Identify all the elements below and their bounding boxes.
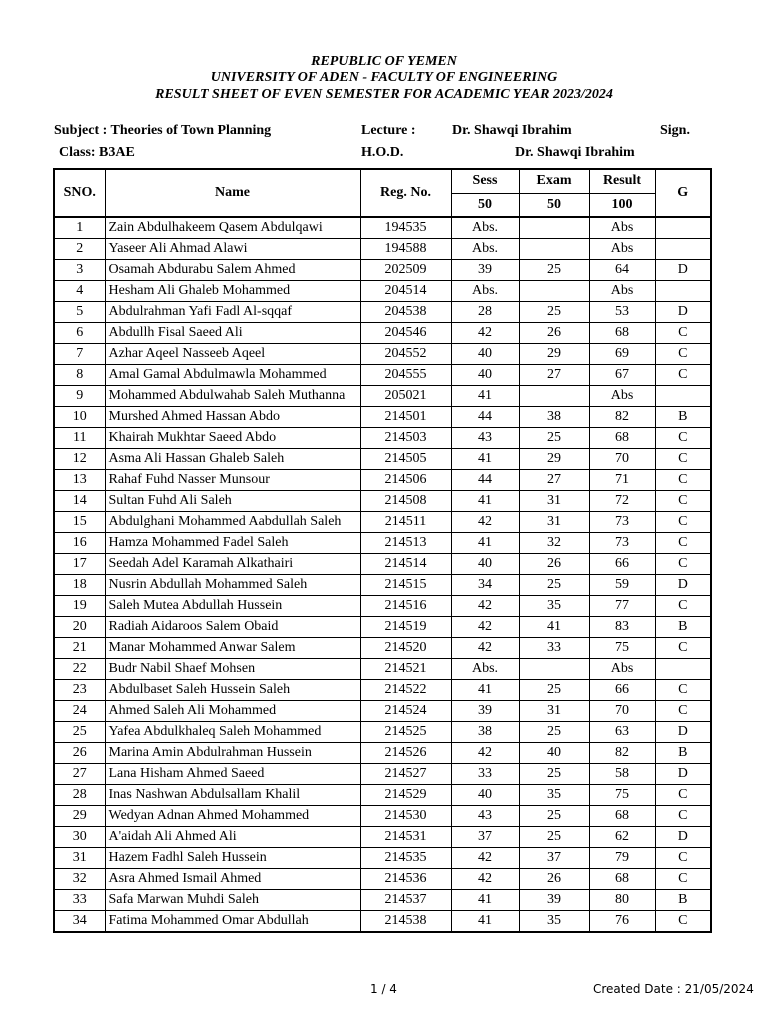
- col-exam-max: 50: [519, 193, 589, 217]
- results-table: [53, 168, 712, 933]
- cell-sess: 34: [451, 575, 519, 596]
- lecturer-name: Dr. Shawqi Ibrahim: [452, 123, 572, 138]
- cell-reg: 214514: [360, 554, 451, 575]
- cell-grade: C: [655, 449, 711, 470]
- cell-grade: C: [655, 533, 711, 554]
- cell-sess: 40: [451, 365, 519, 386]
- cell-sess: 42: [451, 617, 519, 638]
- cell-reg: 214516: [360, 596, 451, 617]
- cell-reg: 204552: [360, 344, 451, 365]
- cell-sno: 4: [54, 281, 105, 302]
- cell-sno: 25: [54, 722, 105, 743]
- cell-name: Rahaf Fuhd Nasser Munsour: [105, 470, 360, 491]
- table-row: [54, 701, 711, 722]
- cell-grade: C: [655, 512, 711, 533]
- cell-reg: 214505: [360, 449, 451, 470]
- cell-sess: 41: [451, 680, 519, 701]
- cell-exam: [519, 239, 589, 260]
- cell-grade: C: [655, 428, 711, 449]
- cell-grade: [655, 659, 711, 680]
- cell-grade: [655, 239, 711, 260]
- cell-name: Zain Abdulhakeem Qasem Abdulqawi: [105, 217, 360, 239]
- cell-exam: 38: [519, 407, 589, 428]
- cell-sess: 33: [451, 764, 519, 785]
- cell-sno: 11: [54, 428, 105, 449]
- cell-reg: 214506: [360, 470, 451, 491]
- cell-sno: 21: [54, 638, 105, 659]
- cell-name: Abdullh Fisal Saeed Ali: [105, 323, 360, 344]
- cell-grade: B: [655, 743, 711, 764]
- cell-exam: 25: [519, 722, 589, 743]
- col-name-header: Name: [105, 169, 360, 217]
- table-row: [54, 554, 711, 575]
- cell-name: Abdulghani Mohammed Aabdullah Saleh: [105, 512, 360, 533]
- cell-result: 58: [589, 764, 655, 785]
- cell-result: 73: [589, 533, 655, 554]
- cell-exam: 26: [519, 554, 589, 575]
- cell-exam: 31: [519, 491, 589, 512]
- cell-reg: 214537: [360, 890, 451, 911]
- cell-grade: C: [655, 470, 711, 491]
- cell-sno: 29: [54, 806, 105, 827]
- cell-reg: 214536: [360, 869, 451, 890]
- cell-result: 82: [589, 407, 655, 428]
- cell-sno: 33: [54, 890, 105, 911]
- cell-sess: 39: [451, 260, 519, 281]
- cell-result: Abs: [589, 659, 655, 680]
- table-row: [54, 470, 711, 491]
- cell-name: Fatima Mohammed Omar Abdullah: [105, 911, 360, 933]
- cell-reg: 214531: [360, 827, 451, 848]
- cell-result: 77: [589, 596, 655, 617]
- cell-name: Budr Nabil Shaef Mohsen: [105, 659, 360, 680]
- table-row: [54, 911, 711, 933]
- cell-sess: 41: [451, 911, 519, 933]
- table-row: [54, 638, 711, 659]
- cell-sno: 31: [54, 848, 105, 869]
- cell-result: 59: [589, 575, 655, 596]
- cell-name: Hamza Mohammed Fadel Saleh: [105, 533, 360, 554]
- cell-name: Marina Amin Abdulrahman Hussein: [105, 743, 360, 764]
- cell-reg: 214522: [360, 680, 451, 701]
- cell-name: Hesham Ali Ghaleb Mohammed: [105, 281, 360, 302]
- cell-sess: 42: [451, 869, 519, 890]
- cell-grade: C: [655, 680, 711, 701]
- subject-label: Subject : Theories of Town Planning: [54, 123, 272, 138]
- cell-exam: 25: [519, 302, 589, 323]
- cell-reg: 214508: [360, 491, 451, 512]
- cell-reg: 214513: [360, 533, 451, 554]
- cell-grade: [655, 217, 711, 239]
- cell-sess: Abs.: [451, 217, 519, 239]
- cell-sno: 20: [54, 617, 105, 638]
- cell-sess: 41: [451, 386, 519, 407]
- table-row: [54, 680, 711, 701]
- table-header: [54, 169, 711, 217]
- cell-result: 66: [589, 680, 655, 701]
- cell-result: 68: [589, 323, 655, 344]
- table-row: [54, 365, 711, 386]
- cell-name: Sultan Fuhd Ali Saleh: [105, 491, 360, 512]
- col-sess-max: 50: [451, 193, 519, 217]
- class-label: Class: B3AE: [59, 145, 135, 160]
- cell-exam: 29: [519, 344, 589, 365]
- table-row: [54, 428, 711, 449]
- cell-sno: 8: [54, 365, 105, 386]
- cell-name: Osamah Abdurabu Salem Ahmed: [105, 260, 360, 281]
- cell-grade: B: [655, 890, 711, 911]
- cell-sno: 10: [54, 407, 105, 428]
- lecture-label: Lecture :: [361, 123, 416, 138]
- cell-sno: 32: [54, 869, 105, 890]
- table-row: [54, 575, 711, 596]
- cell-name: Yaseer Ali Ahmad Alawi: [105, 239, 360, 260]
- cell-grade: C: [655, 869, 711, 890]
- cell-reg: 204546: [360, 323, 451, 344]
- cell-reg: 214503: [360, 428, 451, 449]
- header-sheet-title: RESULT SHEET OF EVEN SEMESTER FOR ACADEMIC YEAR 2023/2024: [155, 87, 613, 102]
- cell-sno: 18: [54, 575, 105, 596]
- cell-sno: 1: [54, 217, 105, 239]
- table-row: [54, 323, 711, 344]
- cell-exam: 32: [519, 533, 589, 554]
- table-row: [54, 407, 711, 428]
- cell-name: Yafea Abdulkhaleq Saleh Mohammed: [105, 722, 360, 743]
- col-sno-header: SNO.: [54, 169, 105, 217]
- cell-name: Inas Nashwan Abdulsallam Khalil: [105, 785, 360, 806]
- cell-sno: 34: [54, 911, 105, 933]
- cell-reg: 214524: [360, 701, 451, 722]
- cell-exam: [519, 217, 589, 239]
- table-row: [54, 785, 711, 806]
- cell-reg: 204514: [360, 281, 451, 302]
- cell-grade: D: [655, 827, 711, 848]
- table-row: [54, 302, 711, 323]
- cell-name: Radiah Aidaroos Salem Obaid: [105, 617, 360, 638]
- cell-exam: 25: [519, 575, 589, 596]
- cell-sess: 42: [451, 743, 519, 764]
- cell-result: 68: [589, 806, 655, 827]
- table-row: [54, 260, 711, 281]
- cell-exam: 27: [519, 470, 589, 491]
- cell-exam: 25: [519, 827, 589, 848]
- cell-exam: 25: [519, 764, 589, 785]
- created-date: Created Date : 21/05/2024: [593, 982, 754, 996]
- cell-name: Abdulbaset Saleh Hussein Saleh: [105, 680, 360, 701]
- cell-reg: 214520: [360, 638, 451, 659]
- cell-grade: D: [655, 722, 711, 743]
- cell-result: 79: [589, 848, 655, 869]
- cell-sno: 3: [54, 260, 105, 281]
- cell-name: Nusrin Abdullah Mohammed Saleh: [105, 575, 360, 596]
- cell-grade: C: [655, 638, 711, 659]
- cell-reg: 214526: [360, 743, 451, 764]
- cell-result: 64: [589, 260, 655, 281]
- table-row: [54, 386, 711, 407]
- cell-name: Ahmed Saleh Ali Mohammed: [105, 701, 360, 722]
- cell-exam: 27: [519, 365, 589, 386]
- cell-result: 67: [589, 365, 655, 386]
- cell-sno: 2: [54, 239, 105, 260]
- cell-sess: 43: [451, 806, 519, 827]
- col-exam-header: Exam: [519, 169, 589, 193]
- cell-result: 75: [589, 785, 655, 806]
- cell-sno: 30: [54, 827, 105, 848]
- cell-result: 62: [589, 827, 655, 848]
- cell-sess: 40: [451, 554, 519, 575]
- cell-grade: C: [655, 596, 711, 617]
- cell-exam: 35: [519, 911, 589, 933]
- cell-reg: 214525: [360, 722, 451, 743]
- cell-sess: 40: [451, 785, 519, 806]
- cell-sno: 13: [54, 470, 105, 491]
- cell-result: Abs: [589, 386, 655, 407]
- cell-sess: 40: [451, 344, 519, 365]
- cell-sno: 27: [54, 764, 105, 785]
- table-row: [54, 806, 711, 827]
- cell-exam: 35: [519, 596, 589, 617]
- cell-result: Abs: [589, 239, 655, 260]
- cell-sno: 19: [54, 596, 105, 617]
- cell-reg: 214501: [360, 407, 451, 428]
- cell-reg: 202509: [360, 260, 451, 281]
- table-row: [54, 596, 711, 617]
- cell-exam: 25: [519, 806, 589, 827]
- cell-sno: 22: [54, 659, 105, 680]
- table-row: [54, 890, 711, 911]
- cell-exam: 26: [519, 869, 589, 890]
- cell-sess: 42: [451, 848, 519, 869]
- cell-sno: 6: [54, 323, 105, 344]
- cell-name: Asra Ahmed Ismail Ahmed: [105, 869, 360, 890]
- cell-name: Asma Ali Hassan Ghaleb Saleh: [105, 449, 360, 470]
- cell-grade: C: [655, 491, 711, 512]
- cell-sess: 41: [451, 890, 519, 911]
- cell-name: Khairah Mukhtar Saeed Abdo: [105, 428, 360, 449]
- cell-reg: 214530: [360, 806, 451, 827]
- cell-grade: C: [655, 911, 711, 933]
- cell-sno: 14: [54, 491, 105, 512]
- cell-result: 69: [589, 344, 655, 365]
- table-body: [54, 217, 711, 932]
- cell-grade: [655, 386, 711, 407]
- cell-sno: 5: [54, 302, 105, 323]
- cell-sess: 41: [451, 533, 519, 554]
- cell-grade: B: [655, 617, 711, 638]
- cell-grade: C: [655, 344, 711, 365]
- cell-exam: 26: [519, 323, 589, 344]
- cell-name: Abdulrahman Yafi Fadl Al-sqqaf: [105, 302, 360, 323]
- cell-grade: C: [655, 365, 711, 386]
- cell-sess: Abs.: [451, 281, 519, 302]
- hod-label: H.O.D.: [361, 145, 404, 160]
- cell-name: Murshed Ahmed Hassan Abdo: [105, 407, 360, 428]
- cell-grade: D: [655, 575, 711, 596]
- table-row: [54, 512, 711, 533]
- cell-result: 53: [589, 302, 655, 323]
- table-row: [54, 239, 711, 260]
- cell-reg: 204555: [360, 365, 451, 386]
- cell-sess: 39: [451, 701, 519, 722]
- cell-result: 66: [589, 554, 655, 575]
- table-row: [54, 848, 711, 869]
- cell-reg: 214535: [360, 848, 451, 869]
- table-row: [54, 869, 711, 890]
- cell-sno: 16: [54, 533, 105, 554]
- cell-reg: 214538: [360, 911, 451, 933]
- cell-result: 76: [589, 911, 655, 933]
- cell-sess: Abs.: [451, 239, 519, 260]
- cell-sno: 26: [54, 743, 105, 764]
- cell-exam: 35: [519, 785, 589, 806]
- table-row: [54, 659, 711, 680]
- table-row: [54, 533, 711, 554]
- cell-name: Lana Hisham Ahmed Saeed: [105, 764, 360, 785]
- cell-exam: 31: [519, 512, 589, 533]
- cell-sess: 42: [451, 596, 519, 617]
- cell-result: 68: [589, 869, 655, 890]
- cell-sno: 17: [54, 554, 105, 575]
- cell-reg: 214527: [360, 764, 451, 785]
- cell-grade: C: [655, 323, 711, 344]
- cell-sno: 9: [54, 386, 105, 407]
- table-row: [54, 491, 711, 512]
- col-reg-header: Reg. No.: [360, 169, 451, 217]
- col-sess-header: Sess: [451, 169, 519, 193]
- cell-result: 72: [589, 491, 655, 512]
- cell-sess: 43: [451, 428, 519, 449]
- table-row: [54, 344, 711, 365]
- cell-name: Mohammed Abdulwahab Saleh Muthanna: [105, 386, 360, 407]
- cell-result: 71: [589, 470, 655, 491]
- cell-exam: [519, 659, 589, 680]
- cell-reg: 194535: [360, 217, 451, 239]
- cell-reg: 214519: [360, 617, 451, 638]
- cell-result: 73: [589, 512, 655, 533]
- table-row: [54, 217, 711, 239]
- col-result-header: Result: [589, 169, 655, 193]
- cell-name: A'aidah Ali Ahmed Ali: [105, 827, 360, 848]
- cell-result: 68: [589, 428, 655, 449]
- cell-sess: 28: [451, 302, 519, 323]
- cell-exam: 37: [519, 848, 589, 869]
- cell-name: Amal Gamal Abdulmawla Mohammed: [105, 365, 360, 386]
- cell-sess: 42: [451, 638, 519, 659]
- col-grade-header: G: [655, 169, 711, 217]
- cell-grade: C: [655, 785, 711, 806]
- cell-result: 83: [589, 617, 655, 638]
- cell-exam: 40: [519, 743, 589, 764]
- cell-sess: 42: [451, 512, 519, 533]
- table-row: [54, 743, 711, 764]
- cell-sno: 12: [54, 449, 105, 470]
- cell-result: 82: [589, 743, 655, 764]
- cell-name: Safa Marwan Muhdi Saleh: [105, 890, 360, 911]
- cell-grade: C: [655, 554, 711, 575]
- cell-sess: 44: [451, 407, 519, 428]
- cell-result: 70: [589, 701, 655, 722]
- cell-result: Abs: [589, 217, 655, 239]
- sign-label: Sign.: [660, 123, 690, 138]
- table-row: [54, 617, 711, 638]
- cell-exam: [519, 386, 589, 407]
- cell-name: Seedah Adel Karamah Alkathairi: [105, 554, 360, 575]
- cell-name: Hazem Fadhl Saleh Hussein: [105, 848, 360, 869]
- table-row: [54, 764, 711, 785]
- cell-name: Saleh Mutea Abdullah Hussein: [105, 596, 360, 617]
- cell-reg: 204538: [360, 302, 451, 323]
- cell-reg: 214529: [360, 785, 451, 806]
- cell-sess: Abs.: [451, 659, 519, 680]
- cell-reg: 205021: [360, 386, 451, 407]
- cell-grade: C: [655, 806, 711, 827]
- cell-result: 63: [589, 722, 655, 743]
- cell-exam: 25: [519, 428, 589, 449]
- header-university: UNIVERSITY OF ADEN - FACULTY OF ENGINEERING: [210, 70, 558, 85]
- header-country: REPUBLIC OF YEMEN: [311, 54, 457, 69]
- cell-name: Manar Mohammed Anwar Salem: [105, 638, 360, 659]
- cell-grade: [655, 281, 711, 302]
- cell-result: 75: [589, 638, 655, 659]
- cell-exam: 33: [519, 638, 589, 659]
- cell-exam: [519, 281, 589, 302]
- cell-reg: 194588: [360, 239, 451, 260]
- hod-name: Dr. Shawqi Ibrahim: [515, 145, 635, 160]
- cell-sno: 7: [54, 344, 105, 365]
- cell-exam: 31: [519, 701, 589, 722]
- cell-result: 70: [589, 449, 655, 470]
- cell-exam: 41: [519, 617, 589, 638]
- cell-sess: 41: [451, 491, 519, 512]
- col-result-max: 100: [589, 193, 655, 217]
- cell-sess: 44: [451, 470, 519, 491]
- cell-sno: 23: [54, 680, 105, 701]
- cell-sess: 41: [451, 449, 519, 470]
- table-row: [54, 827, 711, 848]
- cell-reg: 214511: [360, 512, 451, 533]
- cell-exam: 25: [519, 680, 589, 701]
- cell-grade: C: [655, 701, 711, 722]
- cell-sno: 28: [54, 785, 105, 806]
- cell-reg: 214515: [360, 575, 451, 596]
- page-number: 1 / 4: [370, 982, 397, 996]
- cell-grade: D: [655, 302, 711, 323]
- cell-grade: C: [655, 848, 711, 869]
- cell-reg: 214521: [360, 659, 451, 680]
- table-row: [54, 722, 711, 743]
- cell-grade: B: [655, 407, 711, 428]
- table-row: [54, 449, 711, 470]
- cell-exam: 39: [519, 890, 589, 911]
- cell-name: Wedyan Adnan Ahmed Mohammed: [105, 806, 360, 827]
- cell-exam: 25: [519, 260, 589, 281]
- cell-result: Abs: [589, 281, 655, 302]
- cell-name: Azhar Aqeel Nasseeb Aqeel: [105, 344, 360, 365]
- table-row: [54, 281, 711, 302]
- cell-sess: 42: [451, 323, 519, 344]
- cell-grade: D: [655, 764, 711, 785]
- cell-grade: D: [655, 260, 711, 281]
- cell-sno: 24: [54, 701, 105, 722]
- cell-result: 80: [589, 890, 655, 911]
- cell-sno: 15: [54, 512, 105, 533]
- cell-sess: 38: [451, 722, 519, 743]
- cell-exam: 29: [519, 449, 589, 470]
- cell-sess: 37: [451, 827, 519, 848]
